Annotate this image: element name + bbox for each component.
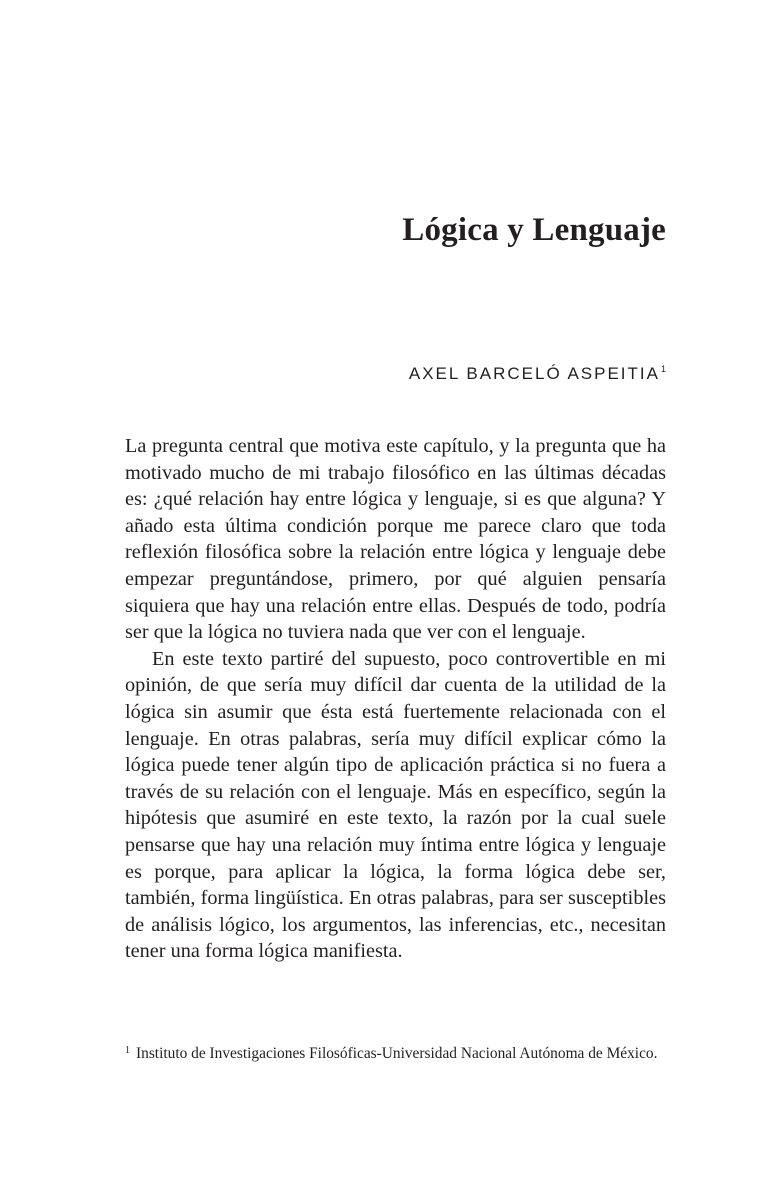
- author-line: [409, 364, 666, 384]
- footnote-marker: 1: [125, 1045, 130, 1056]
- author-name: AXEL BARCELÓ ASPEITIA: [408, 364, 660, 383]
- chapter-title: Lógica y Lenguaje: [402, 212, 666, 248]
- footnote-text: Instituto de Investigaciones Filosóficas-Universidad Nacional Autónoma de México.: [136, 1045, 658, 1062]
- author-footnote-marker: 1: [660, 364, 666, 374]
- body-text: [125, 433, 666, 965]
- footnote: [125, 1041, 666, 1064]
- paragraph-1: La pregunta central que motiva este capítulo, y la pregunta que ha motivado mucho de mi trabajo filosófico en las últimas décadas es: ¿qué relación hay entre lógica y lenguaje, si es que alguna? Y añado esta última condición porque me parece claro que toda reflexión filosófica sobre la relación entre lógica y lenguaje debe empezar preguntándose, primero, por qué alguien pensaría siquiera que hay una relación entre ellas. Después de todo, podría ser que la lógica no tuviera nada que ver con el lenguaje.: [125, 435, 666, 644]
- paragraph-2: En este texto partiré del supuesto, poco controvertible en mi opinión, de que sería muy difícil dar cuenta de la utilidad de la lógica sin asumir que ésta está fuertemente relacionada con el lenguaje. En otras palabras, sería muy difícil explicar cómo la lógica puede tener algún tipo de aplicación práctica si no fuera a través de su relación con el lenguaje. Más en específico, según la hipótesis que asumiré en este texto, la razón por la cual suele pensarse que hay una relación muy íntima entre lógica y lenguaje es porque, para aplicar la lógica, la forma lógica debe ser, también, forma lingüística. En otras palabras, para ser susceptibles de análisis lógico, los argumentos, las inferencias, etc., necesitan tener una forma lógica manifiesta.: [125, 647, 666, 963]
